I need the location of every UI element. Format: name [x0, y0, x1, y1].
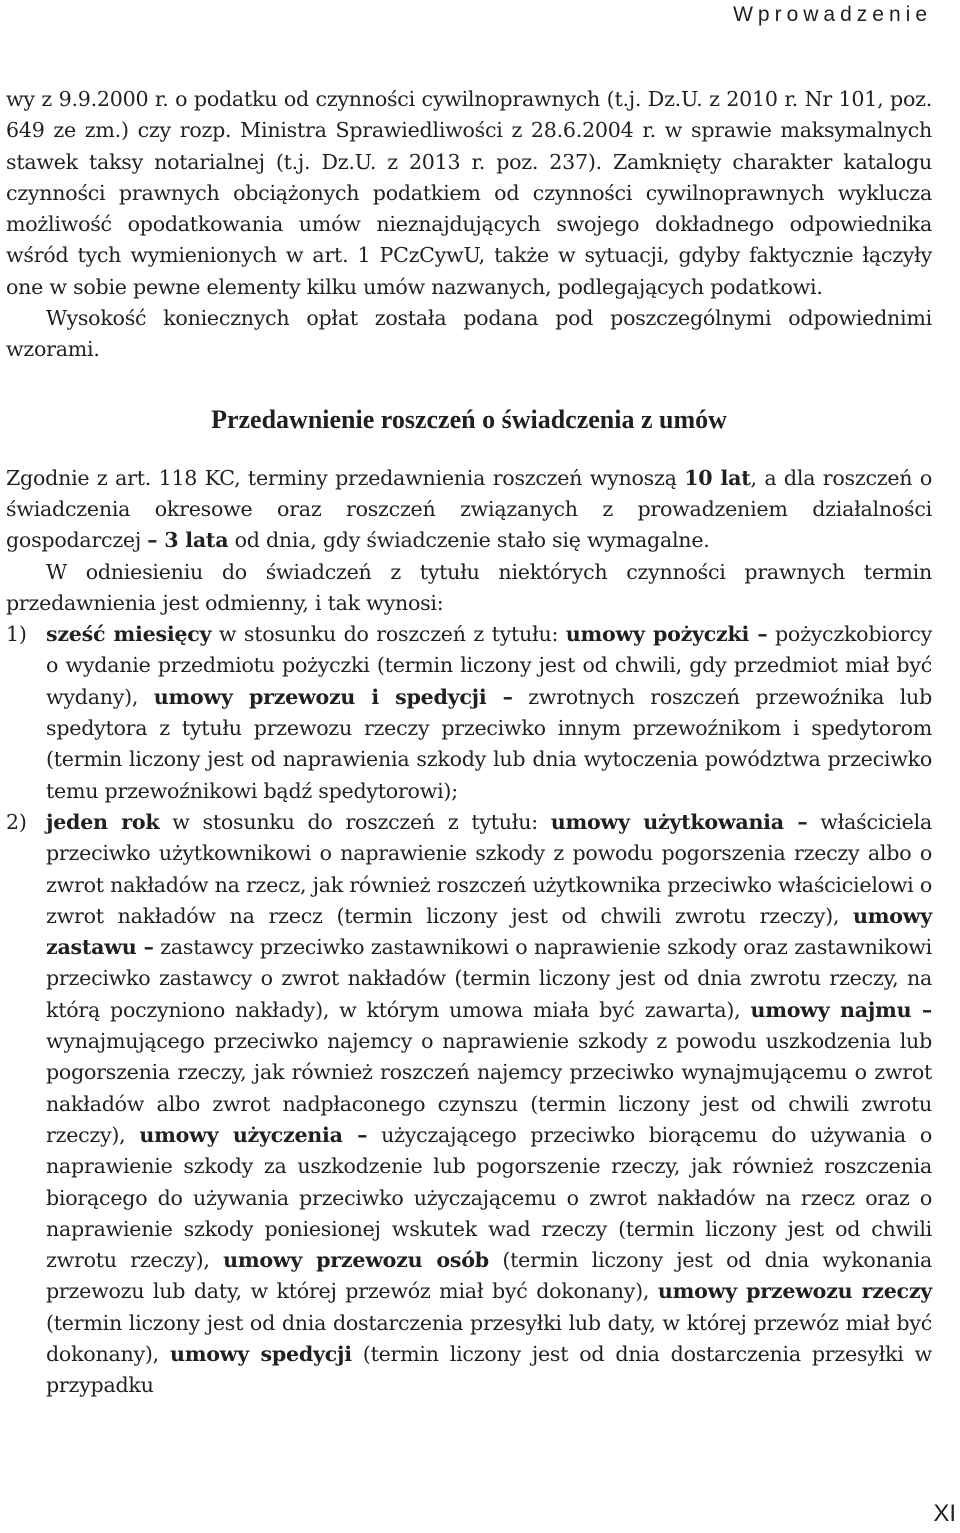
bold-term: umowy przewozu i spedycji – — [153, 684, 513, 709]
text-run: Zgodnie z art. 118 KC, terminy przedawnienia roszczeń wynoszą — [6, 465, 685, 490]
page-number: XI — [933, 1500, 956, 1527]
text-run: (termin liczony jest od dnia dostarczenia przesyłki lub daty, w której przewóz miał być dokonany), — [46, 1310, 932, 1366]
list-item — [6, 807, 932, 1402]
page-body — [6, 84, 932, 1402]
text-run: w stosunku do roszczeń z tytułu: — [159, 809, 551, 834]
list-item-number: 2) — [6, 809, 27, 834]
running-head-section-title: Wprowadzenie — [733, 3, 932, 26]
bold-term: umowy pożyczki – — [565, 622, 768, 647]
list-item-number: 1) — [6, 622, 27, 647]
bold-term: sześć miesięcy — [46, 622, 212, 647]
text-run: zastawcy przeciwko zastawnikowi o naprawienie szkody oraz zastawnikowi przeciwko zastawcy o zwrot nakładów (termin liczony jest od dnia zwrotu rzeczy, na którą poczyniono nakłady), w którym umowa miała być zawarta), — [46, 935, 933, 1022]
bold-term: – 3 lata — [147, 528, 229, 553]
section-heading: Przedawnienie roszczeń o świadczenia z umów — [211, 404, 727, 434]
bold-term: umowy przewozu osób — [223, 1248, 489, 1273]
bold-term: umowy najmu – — [750, 997, 932, 1022]
bold-term: umowy spedycji — [169, 1341, 352, 1366]
bold-term: umowy użytkowania – — [550, 809, 808, 834]
bold-term: umowy przewozu rzeczy — [657, 1279, 932, 1304]
bold-term: 10 lat — [684, 465, 751, 490]
text-run: (termin liczony jest od dnia dostarczenia przesyłki w przypadku — [46, 1341, 932, 1398]
paragraph-exceptions-intro: W odniesieniu do świadczeń z tytułu niektórych czynności prawnych termin przedawnienia jest odmienny, i tak wynosi: — [6, 559, 932, 615]
paragraph-fees: Wysokość koniecznych opłat została podana pod poszczególnymi odpowiednimi wzorami. — [6, 306, 932, 362]
paragraph-limitation-terms — [6, 463, 932, 557]
text-run: od dnia, gdy świadczenie stało się wymagalne. — [228, 528, 710, 553]
paragraph-tax-law: wy z 9.9.2000 r. o podatku od czynności cywilnoprawnych (t.j. Dz.U. z 2010 r. Nr 101, poz. 649 ze zm.) czy rozp. Ministra Sprawiedliwości z 28.6.2004 r. w sprawie maksymalnych stawek taksy notarialnej (t.j. Dz.U. z 2013 r. poz. 237). Zamknięty charakter katalogu czynności prawnych obciążonych podatkiem od czynności cywilnoprawnych wyklucza możliwość opodatkowania umów nieznajdujących swojego dokładnego odpowiednika wśród tych wymienionych w art. 1 PCzCywU, także w sytuacji, gdyby faktycznie łączyły one w sobie pewne elementy kilku umów nazwanych, podlegających podatkowi. — [6, 87, 932, 299]
bold-term: umowy zastawu – — [46, 903, 932, 960]
list-item — [6, 619, 932, 807]
bold-term: jeden rok — [46, 809, 160, 834]
text-run: zwrotnych roszczeń przewoźnika lub spedytora z tytułu przewozu rzeczy przeciwko innym przewoźnikom i spedytorom (termin liczony jest od naprawienia szkody lub dnia wytoczenia powództwa przeciwko temu przewoźnikowi bądź spedytorowi); — [46, 684, 933, 803]
text-run: , a dla roszczeń o świadczenia okresowe oraz roszczeń związanych z prowadzeniem działalności gospodarczej — [6, 465, 933, 553]
text-run: (termin liczony jest od dnia wykonania przewozu lub daty, w której przewóz miał być dokonany), — [46, 1248, 932, 1304]
text-run: użyczającego przeciwko biorącemu do używania o naprawienie szkody za uszkodzenie lub pogorszenie rzeczy, jak również roszczenia biorącego do używania przeciwko użyczającemu o zwrot nakładów na rzecz oraz o naprawienie szkody poniesionej wskutek wad rzeczy (termin liczony jest od chwili zwrotu rzeczy), — [46, 1122, 932, 1273]
text-run: w stosunku do roszczeń z tytułu: — [211, 622, 566, 647]
limitation-list — [6, 619, 932, 1401]
text-run: wynajmującego przeciwko najemcy o naprawienie szkody z powodu uszkodzenia lub pogorszenia rzeczy, jak również roszczeń najemcy przeciwko wynajmującemu o zwrot nakładów albo zwrot nadpłaconego czynszu (termin liczony jest od chwili zwrotu rzeczy), — [46, 1029, 932, 1147]
bold-term: umowy użyczenia – — [139, 1122, 368, 1147]
text-run: pożyczkobiorcy o wydanie przedmiotu pożyczki (termin liczony jest od chwili, gdy przedmiot miał być wydany), — [46, 622, 932, 709]
text-run: właściciela przeciwko użytkownikowi o naprawienie szkody z powodu pogorszenia rzeczy albo o zwrot nakładów na rzecz, jak również roszczeń użytkownika przeciwko właścicielowi o zwrot nakładów na rzecz (termin liczony jest od chwili zwrotu rzeczy), — [46, 809, 932, 928]
